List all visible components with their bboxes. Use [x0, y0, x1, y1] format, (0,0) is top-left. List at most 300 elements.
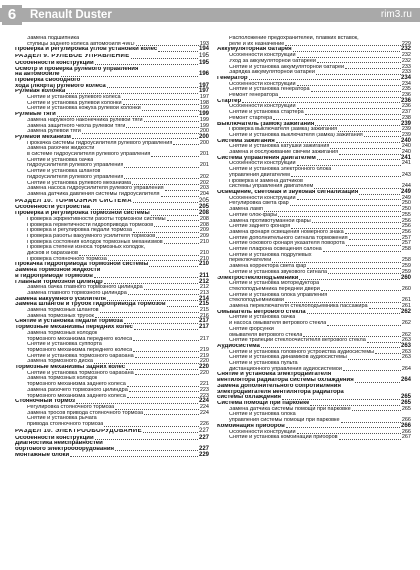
- toc-entry-title: Проверка герметичности гидропривода тормозов: [27, 222, 154, 228]
- toc-page-number: 217: [199, 335, 209, 342]
- toc-page-number: 257: [401, 234, 411, 241]
- dot-leader: [249, 79, 400, 80]
- toc-page-number: 223: [199, 392, 209, 399]
- toc-entry-title: РАЗДЕЛ 10. ТОРМОЗНАЯ СИСТЕМА: [15, 198, 132, 204]
- dot-leader: [297, 85, 401, 86]
- dot-leader: [72, 138, 198, 139]
- toc-entry-title: Снятие и установка электронного блока: [229, 167, 332, 173]
- toc-page-number: 264: [400, 377, 411, 384]
- toc-entry-title: Замена датчика системы помощи при парковке: [229, 406, 351, 412]
- toc-entry-title: привода стояночного тормоза: [27, 422, 104, 428]
- toc-page-number: 209: [199, 227, 209, 234]
- toc-entry-title: Снятие трапеции стеклоочистителя ветрового стекла: [229, 338, 366, 344]
- dot-leader: [70, 456, 198, 457]
- toc-page-number: 201: [199, 151, 209, 158]
- toc-page-number: 208: [199, 221, 209, 228]
- toc-entry-title: Замена насоса гидроусилителя рулевого управления: [27, 186, 164, 192]
- toc-entry-title: Снятие и установка тормозного барабана: [27, 370, 134, 376]
- dot-leader: [151, 215, 198, 216]
- toc-page-number: 202: [199, 173, 209, 180]
- toc-entry-title: Проверка свободного: [15, 77, 81, 83]
- dot-leader: [307, 313, 400, 314]
- dot-leader: [349, 239, 401, 240]
- dot-leader: [297, 165, 401, 166]
- toc-entry-title: стеклоподъемника передней двери: [229, 286, 320, 292]
- dot-leader: [339, 439, 401, 440]
- toc-page-number: 226: [199, 421, 209, 428]
- toc-entry-title: Снятие и установка головного устройства аудиосистемы: [229, 349, 375, 355]
- toc-page-number: 203: [199, 185, 209, 192]
- toc-left-column: [15, 36, 209, 458]
- toc-entry: [15, 422, 209, 428]
- toc-entry: [15, 47, 209, 53]
- dot-leader: [149, 266, 198, 267]
- toc-page-number: 250: [401, 200, 411, 207]
- dot-leader: [144, 414, 199, 415]
- toc-entry-title: Особенности конструкции: [229, 195, 296, 201]
- toc-page-number: 263: [401, 348, 411, 355]
- toc-entry-title: Монтажные блоки: [15, 452, 70, 458]
- dot-leader: [261, 347, 400, 348]
- toc-page-number: 256: [401, 228, 411, 235]
- dot-leader: [173, 144, 198, 145]
- dot-leader: [124, 167, 198, 168]
- toc-entry-title: Снятие и установка шлангов: [27, 169, 101, 175]
- toc-page-number: 216: [199, 312, 209, 319]
- toc-page-number: 212: [198, 278, 209, 285]
- toc-page-number: 233: [401, 63, 411, 70]
- toc-page-number: 265: [400, 394, 411, 401]
- dot-leader: [124, 323, 198, 324]
- toc-entry-title: Особенности конструкции: [15, 60, 94, 66]
- toc-page-number: 261: [401, 297, 411, 304]
- toc-entry-title: Аккумуляторная батарея: [217, 47, 292, 53]
- toc-page-number: 232: [401, 52, 411, 59]
- toc-page-number: 210: [199, 250, 209, 257]
- toc-entry-title: Генератор: [217, 75, 248, 81]
- dot-leader: [367, 342, 401, 343]
- toc-entry-title: Замена подшипника: [27, 36, 80, 41]
- toc-entry-title: Проверка и замена датчиков: [229, 178, 303, 184]
- toc-page-number: 220: [199, 369, 209, 376]
- toc-entry-title: Снятие и установка рулевой колонки: [27, 100, 122, 106]
- dot-leader: [94, 277, 198, 278]
- toc-page-number: 202: [199, 179, 209, 186]
- toc-entry-title: Замена и обслуживание свечей зажигания: [229, 150, 339, 156]
- toc-page-number: 195: [198, 53, 209, 60]
- dot-leader: [124, 178, 198, 179]
- dot-leader: [161, 196, 199, 197]
- toc-page-number: 215: [198, 301, 209, 308]
- dot-leader: [346, 245, 401, 246]
- toc-entry-title: Электростеклоподъемники: [217, 275, 299, 281]
- dot-leader: [104, 426, 199, 427]
- dot-leader: [305, 114, 401, 115]
- toc-entry-title: Снятие и установка рулевого механизма: [27, 180, 132, 186]
- dot-leader: [348, 359, 401, 360]
- toc-entry-title: Главный тормозной цилиндр: [15, 279, 103, 285]
- dot-leader: [290, 205, 401, 206]
- book-title: Renault Duster: [30, 9, 112, 21]
- toc-page-number: 232: [401, 57, 411, 64]
- toc-entry-title: РАЗДЕЛ 9. РУЛЕВОЕ УПРАВЛЕНИЕ: [15, 54, 130, 60]
- toc-entry-title: Освещение, световая и звуковая сигнализация: [217, 189, 359, 195]
- toc-entry-title: Особенности конструкции: [229, 81, 296, 87]
- toc-page-number: 217: [198, 324, 209, 331]
- toc-page-number: 265: [400, 400, 411, 406]
- dot-leader: [128, 294, 199, 295]
- toc-entry-title: Снятие и установка бачка: [27, 157, 94, 163]
- toc-page-number: 255: [401, 211, 411, 218]
- toc-page-number: 266: [401, 417, 411, 424]
- toc-page-number: 200: [198, 133, 209, 140]
- toc-page-number: 223: [199, 386, 209, 393]
- dot-leader: [164, 243, 199, 244]
- toc-page-number: 239: [400, 120, 411, 127]
- toc-entry-title: Тормозные механизмы передних колес: [15, 325, 133, 331]
- toc-entry-title: Рулевая колонка: [15, 89, 66, 95]
- toc-page-number: 214: [198, 295, 209, 302]
- dot-leader: [285, 45, 401, 46]
- toc-entry-title: Замена тормозного диска: [27, 359, 93, 365]
- dot-leader: [133, 351, 199, 352]
- toc-page-number: 235: [401, 86, 411, 93]
- toc-entry-title: Снятие заднего фонаря: [229, 224, 291, 230]
- toc-entry-title: Проверка стояночного тормоза: [27, 256, 107, 262]
- toc-entry-title: гидроусилителя рулевого управления: [27, 174, 124, 180]
- toc-entry-title: Зарядка аккумуляторной батареи: [229, 70, 315, 76]
- dot-leader: [297, 199, 401, 200]
- toc-page-number: 236: [401, 103, 411, 110]
- dot-leader: [293, 51, 400, 52]
- dot-leader: [369, 308, 401, 309]
- toc-entry-title: Прокачка системы гидроусилителя рулевого управления: [27, 140, 173, 146]
- dot-leader: [57, 116, 198, 117]
- toc-page-number: 239: [401, 126, 411, 133]
- dot-leader: [316, 74, 401, 75]
- site-label: rim3.ru: [380, 9, 412, 20]
- toc-page-number: 249: [401, 194, 411, 201]
- dot-leader: [317, 159, 400, 160]
- toc-section-heading: [15, 429, 209, 435]
- dot-leader: [91, 209, 198, 210]
- toc-entry-title: Замена бачка главного тормозного цилиндра: [27, 285, 143, 291]
- toc-page-number: 236: [400, 97, 411, 104]
- toc-page-number: 239: [401, 131, 411, 138]
- dot-leader: [122, 99, 199, 100]
- toc-entry-title: Снятие и установка суппорта: [27, 342, 102, 348]
- toc-page-number: 260: [401, 285, 411, 292]
- dot-leader: [291, 228, 401, 229]
- toc-page-number: 262: [401, 320, 411, 327]
- dot-leader: [123, 104, 199, 105]
- toc-entry-title: Замена корректора света фар: [229, 264, 307, 270]
- dot-leader: [307, 268, 400, 269]
- dot-leader: [338, 131, 401, 132]
- toc-entry-title: Особенности конструкции: [15, 435, 94, 441]
- toc-entry-title: Система зажигания: [217, 138, 275, 144]
- toc-page-number: 229: [198, 451, 209, 458]
- toc-page-number: 193: [199, 40, 209, 47]
- dot-leader: [126, 127, 198, 128]
- dot-leader: [297, 108, 401, 109]
- toc-entry-title: Проверка состояния колодок тормозных механизмов: [27, 239, 163, 245]
- toc-entry-title: Проверка работы вакуумного усилителя тормозов: [27, 233, 156, 239]
- toc-entry-title: Замена противотуманной фары: [229, 218, 311, 224]
- toc-page-number: 197: [198, 82, 209, 89]
- dot-leader: [66, 93, 198, 94]
- toc-page-number: 224: [199, 409, 209, 416]
- toc-page-number: 215: [199, 307, 209, 314]
- toc-entry-title: переключателей: [229, 258, 272, 264]
- toc-entry-title: гидроусилителя рулевого управления: [27, 163, 124, 169]
- dot-leader: [133, 340, 199, 341]
- toc-page-number: 263: [401, 337, 411, 344]
- dot-leader: [133, 232, 199, 233]
- dot-leader: [127, 386, 199, 387]
- dot-leader: [355, 382, 400, 383]
- dot-leader: [315, 125, 400, 126]
- toc-page-number: 204: [199, 190, 209, 197]
- toc-entry-title: стеклоподъемниками: [229, 298, 284, 304]
- toc-entry-title: Рулевой механизм: [15, 134, 71, 140]
- toc-entry-title: тормозного механизма переднего колеса: [27, 347, 133, 353]
- toc-page-number: 212: [199, 284, 209, 291]
- toc-page-number: 210: [198, 261, 209, 268]
- toc-entry: [217, 435, 411, 441]
- toc-entry-title: Снятие и установка катушки зажигания: [229, 144, 330, 150]
- dot-leader: [132, 184, 199, 185]
- dot-leader: [115, 450, 198, 451]
- toc-entry-title: Стартер: [217, 98, 242, 104]
- dot-leader: [291, 176, 401, 177]
- toc-entry-title: Снятие форсунки: [229, 326, 274, 332]
- toc-page-number: 263: [401, 354, 411, 361]
- page-header: [0, 0, 420, 26]
- toc-page-number: 205: [198, 197, 209, 204]
- toc-entry-title: тормозного механизма заднего колеса: [27, 382, 126, 388]
- toc-page-number: 262: [400, 308, 411, 315]
- toc-page-number: 259: [401, 263, 411, 270]
- toc-page-number: 238: [401, 114, 411, 121]
- toc-entry-title: Замена фонаря освещения номерного знака: [229, 229, 344, 235]
- dot-leader: [317, 62, 401, 63]
- dot-leader: [136, 45, 199, 46]
- toc-page-number: 211: [199, 272, 209, 279]
- toc-page-number: 244: [401, 183, 411, 190]
- dot-leader: [321, 290, 401, 291]
- toc-page-number: 240: [401, 143, 411, 150]
- toc-entry-title: РАЗДЕЛ 10. ЭЛЕКТРООБОРУДОВАНИЕ: [15, 428, 142, 434]
- toc-page-number: 227: [198, 434, 209, 441]
- toc-section-heading: [15, 199, 209, 205]
- toc-entry-title: Замена дополнительного сопротивления: [217, 383, 341, 389]
- dot-leader: [79, 255, 199, 256]
- dot-leader: [104, 283, 198, 284]
- page-number: 6: [2, 5, 22, 25]
- dot-leader: [133, 202, 198, 203]
- toc-entry-title: системы управления двигателем: [229, 184, 314, 190]
- toc-page-number: 240: [401, 149, 411, 156]
- toc-page-number: 249: [400, 188, 411, 195]
- toc-entry-title: Расположение предохранителей, плавких вставок,: [229, 36, 359, 41]
- dot-leader: [144, 289, 199, 290]
- dot-leader: [95, 64, 198, 65]
- toc-entry-title: Снятие дополнительного сигнала торможения: [229, 235, 348, 241]
- toc-page-number: 209: [199, 232, 209, 239]
- toc-entry-title: Регулировка света фар: [229, 201, 289, 207]
- dot-leader: [310, 405, 400, 406]
- dot-leader: [312, 222, 401, 223]
- dot-leader: [107, 300, 198, 301]
- toc-entry-title: Система управления двигателем: [217, 155, 316, 161]
- toc-entry-title: Снятие и установка рулевого колеса: [27, 95, 121, 101]
- toc-entry-title: Проверка эффективности работы тормозной системы: [27, 216, 166, 222]
- toc-page-number: 199: [199, 122, 209, 129]
- toc-entry-title: Проверка выключателя (замка) зажигания: [229, 127, 338, 133]
- toc-page-number: 199: [199, 116, 209, 123]
- dot-leader: [108, 260, 199, 261]
- dot-leader: [129, 391, 199, 392]
- dot-leader: [142, 110, 199, 111]
- dot-leader: [345, 233, 401, 234]
- dot-leader: [364, 136, 401, 137]
- toc-page-number: 219: [199, 346, 209, 353]
- toc-entry-title: Замена вакуумного усилителя: [15, 296, 106, 302]
- dot-leader: [276, 142, 400, 143]
- toc-page-number: 219: [199, 352, 209, 359]
- toc-entry-title: Прокачка гидропривода тормозной системы: [15, 262, 149, 268]
- toc-entry-title: Снятие и установка стартера: [229, 110, 304, 116]
- toc-page-number: 263: [400, 342, 411, 349]
- toc-page-number: 241: [401, 160, 411, 167]
- toc-entry-title: Снятие и установка генератора: [229, 87, 310, 93]
- toc-entry-title: Снятие и установка электродвигателя: [217, 372, 332, 378]
- toc-section-heading: [15, 54, 209, 60]
- toc-entry-title: омывателя ветрового стекла: [229, 332, 303, 338]
- toc-page-number: 234: [400, 74, 411, 81]
- toc-entry-title: дистанционного управления аудиосистемой: [229, 366, 342, 372]
- toc-page-number: 213: [199, 289, 209, 296]
- dot-leader: [345, 68, 401, 69]
- toc-entry-title: Осмотр и проверка рулевого управления: [15, 66, 139, 72]
- toc-entry-title: Замена переключателя стеклоподъемника пассажира: [229, 304, 368, 310]
- dot-leader: [135, 374, 199, 375]
- dot-leader: [151, 156, 198, 157]
- dot-leader: [341, 422, 401, 423]
- toc-entry-title: Замена тормозных колодок: [27, 330, 98, 336]
- toc-entry-title: Замена рулевой тяги: [27, 129, 81, 135]
- toc-entry-title: Замена тормозных колодок: [27, 376, 98, 382]
- toc-entry-title: Снятие и установка выключателя (замка) зажигания: [229, 132, 363, 138]
- toc-entry-title: Снятие плафона освещения салона: [229, 247, 322, 253]
- toc-entry-title: вентилятора радиатора системы охлаждения: [217, 378, 354, 384]
- toc-page-number: 220: [199, 358, 209, 365]
- toc-page-number: 256: [401, 217, 411, 224]
- dot-leader: [299, 279, 400, 280]
- toc-entry-title: в системе гидроусилителя рулевого управления: [27, 152, 151, 158]
- toc-page-number: 227: [198, 445, 209, 452]
- toc-page-number: 199: [199, 105, 209, 112]
- toc-entry-title: Комбинация приборов: [217, 423, 285, 429]
- toc-entry-title: Стояночный тормоз: [15, 399, 76, 405]
- toc-entry-title: Снятие и установка рычага: [27, 416, 97, 422]
- toc-entry-title: Ремонт стартера: [229, 115, 273, 121]
- toc-entry-title: Снятие и установка блока: [229, 412, 296, 418]
- toc-entry: [15, 192, 209, 198]
- toc-page-number: 221: [199, 381, 209, 388]
- dot-leader: [327, 325, 401, 326]
- dot-leader: [100, 312, 199, 313]
- toc-page-number: 267: [401, 434, 411, 441]
- toc-entry-title: на автомобиле: [15, 72, 60, 78]
- toc-entry-title: Снятие и установка блока управления: [229, 292, 328, 298]
- dot-leader: [156, 237, 199, 238]
- toc-page-number: 210: [199, 255, 209, 262]
- toc-entry-title: Аудиосистема: [217, 343, 260, 349]
- dot-leader: [95, 317, 199, 318]
- toc-entry-title: Особенности устройства: [15, 205, 90, 211]
- dot-leader: [285, 302, 401, 303]
- toc-page-number: 200: [199, 128, 209, 135]
- toc-entry-title: Снятие и установка аккумуляторной батареи: [229, 64, 345, 70]
- toc-entry-title: бортового электрооборудования: [15, 446, 115, 452]
- dot-leader: [297, 433, 401, 434]
- toc-entry-title: ступицы заднего колеса автомобиля 4WD: [27, 41, 135, 47]
- toc-page-number: 243: [401, 171, 411, 178]
- dot-leader: [167, 306, 198, 307]
- toc-page-number: 233: [401, 69, 411, 76]
- dot-leader: [323, 251, 401, 252]
- toc-page-number: 197: [199, 94, 209, 101]
- toc-page-number: 199: [198, 111, 209, 118]
- toc-entry-title: Снятие и установка кожуха рулевой колонки: [27, 106, 141, 112]
- toc-page-number: 250: [401, 206, 411, 213]
- toc-page-number: 264: [401, 365, 411, 372]
- toc-entry-title: Особенности конструкции: [229, 161, 296, 167]
- toc-right-column: [217, 36, 411, 441]
- toc-entry-title: Снятие и установка комбинации приборов: [229, 435, 338, 441]
- toc-entry-title: Снятие бокового фонаря указателя поворота: [229, 241, 345, 247]
- toc-entry-title: Замена датчика давления системы гидроусилителя: [27, 191, 160, 197]
- toc-entry-title: тормозного механизма переднего колеса: [27, 336, 133, 342]
- dot-leader: [76, 403, 198, 404]
- dot-leader: [135, 357, 199, 358]
- toc-entry-title: электродвигателя вентилятора радиатора: [217, 389, 344, 395]
- toc-entry-title: Замена тормозных трубок: [27, 313, 94, 319]
- dot-leader: [328, 273, 401, 274]
- toc-page-number: 234: [401, 80, 411, 87]
- dot-leader: [314, 188, 401, 189]
- toc-entry-title: Снятие и установка тормозного барабана: [27, 353, 134, 359]
- toc-page-number: 257: [401, 240, 411, 247]
- dot-leader: [144, 121, 199, 122]
- toc-entry-title: Снятие и установка пульта: [229, 361, 298, 367]
- dot-leader: [297, 57, 401, 58]
- toc-entry-title: Тормозные механизмы задних колес: [15, 365, 126, 371]
- toc-entry-title: Проверка и регулировка углов установки колес: [15, 47, 158, 53]
- dot-leader: [107, 87, 198, 88]
- toc-entry-title: Проверка и регулировка тормозной системы: [15, 211, 150, 217]
- toc-page-number: 229: [401, 40, 411, 47]
- toc-entry-title: Снятие и установка подрулевых: [229, 252, 312, 258]
- toc-entry-title: Проверка степени износа тормозных колодок,: [27, 245, 146, 251]
- toc-entry-title: системы охлаждения: [217, 395, 282, 401]
- toc-page-number: 261: [401, 303, 411, 310]
- dot-leader: [143, 432, 198, 433]
- dot-leader: [278, 216, 401, 217]
- toc-page-number: 208: [199, 215, 209, 222]
